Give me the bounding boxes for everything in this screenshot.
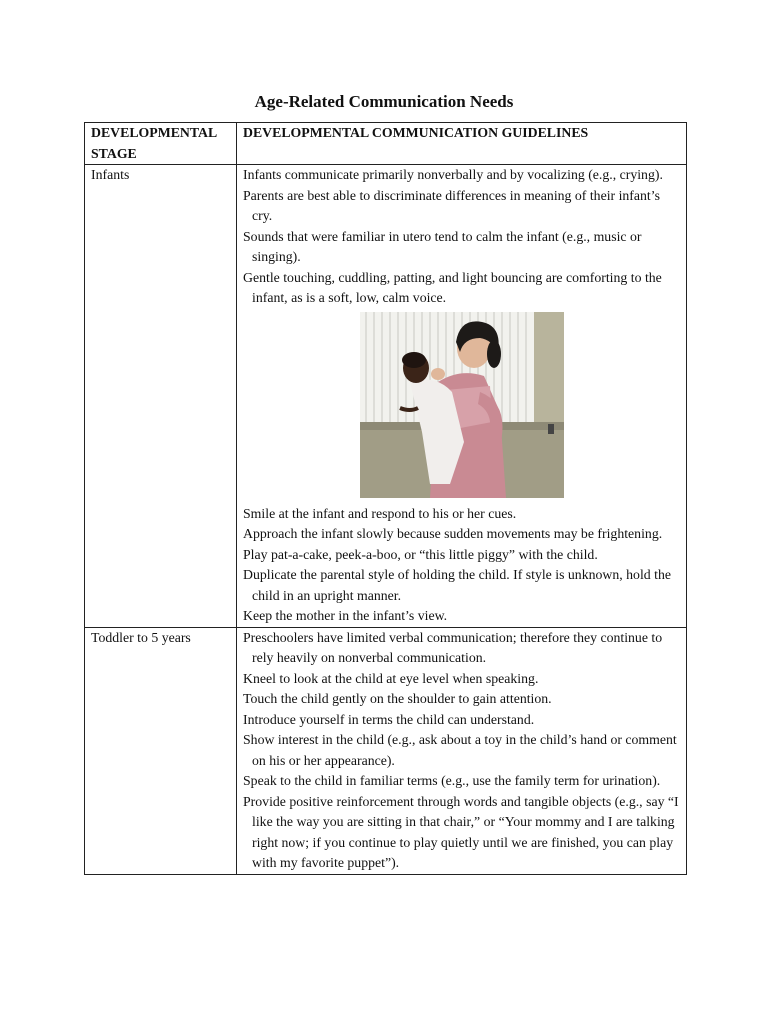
guidelines-table — [84, 122, 687, 875]
header-communication-guidelines: DEVELOPMENTAL COMMUNICATION GUIDELINES — [237, 123, 687, 165]
stage-cell: Toddler to 5 years — [85, 627, 237, 874]
header-developmental-stage: DEVELOPMENTAL STAGE — [85, 123, 237, 165]
guideline-item: Show interest in the child (e.g., ask about a toy in the child’s hand or comment on his or her appearance). — [243, 732, 677, 768]
guideline-item: Smile at the infant and respond to his or her cues. — [243, 505, 517, 521]
guideline-item: Play pat-a-cake, peek-a-boo, or “this little piggy” with the child. — [243, 546, 598, 562]
stage-cell: Infants — [85, 165, 237, 628]
guideline-item: Infants communicate primarily nonverbally and by vocalizing (e.g., crying). — [243, 167, 663, 182]
guideline-item: Provide positive reinforcement through words and tangible objects (e.g., say “I like the way you are sitting in that chair,” or “Your mommy and I are talking right now; if you continue to play quietly until we are finished, you can play with my favorite puppet”). — [243, 793, 679, 870]
guidelines-cell — [237, 627, 687, 874]
table-row-toddler — [85, 627, 687, 874]
page-title: Age-Related Communication Needs — [254, 92, 514, 111]
nurse-holding-infant-photo — [360, 312, 564, 498]
guideline-item: Kneel to look at the child at eye level when speaking. — [243, 670, 539, 686]
table-row-infants — [85, 165, 687, 628]
guideline-item: Speak to the child in familiar terms (e.g., use the family term for urination). — [243, 773, 661, 788]
guideline-item: Parents are best able to discriminate differences in meaning of their infant’s cry. — [243, 187, 660, 223]
photo-container — [243, 312, 680, 498]
guideline-item: Keep the mother in the infant’s view. — [243, 608, 448, 623]
table-header-row — [85, 123, 687, 165]
guideline-item: Touch the child gently on the shoulder to gain attention. — [243, 691, 552, 706]
guideline-item: Preschoolers have limited verbal communication; therefore they continue to rely heavily on nonverbal communication. — [243, 629, 663, 665]
guideline-item: Sounds that were familiar in utero tend to calm the infant (e.g., music or singing). — [243, 228, 642, 264]
guideline-item: Approach the infant slowly because sudden movements may be frightening. — [243, 526, 663, 541]
guideline-item: Introduce yourself in terms the child can understand. — [243, 711, 535, 727]
guideline-item: Duplicate the parental style of holding the child. If style is unknown, hold the child in an upright manner. — [243, 567, 671, 603]
guideline-item: Gentle touching, cuddling, patting, and light bouncing are comforting to the infant, as is a soft, low, calm voice. — [243, 269, 662, 305]
guidelines-cell — [237, 165, 687, 628]
